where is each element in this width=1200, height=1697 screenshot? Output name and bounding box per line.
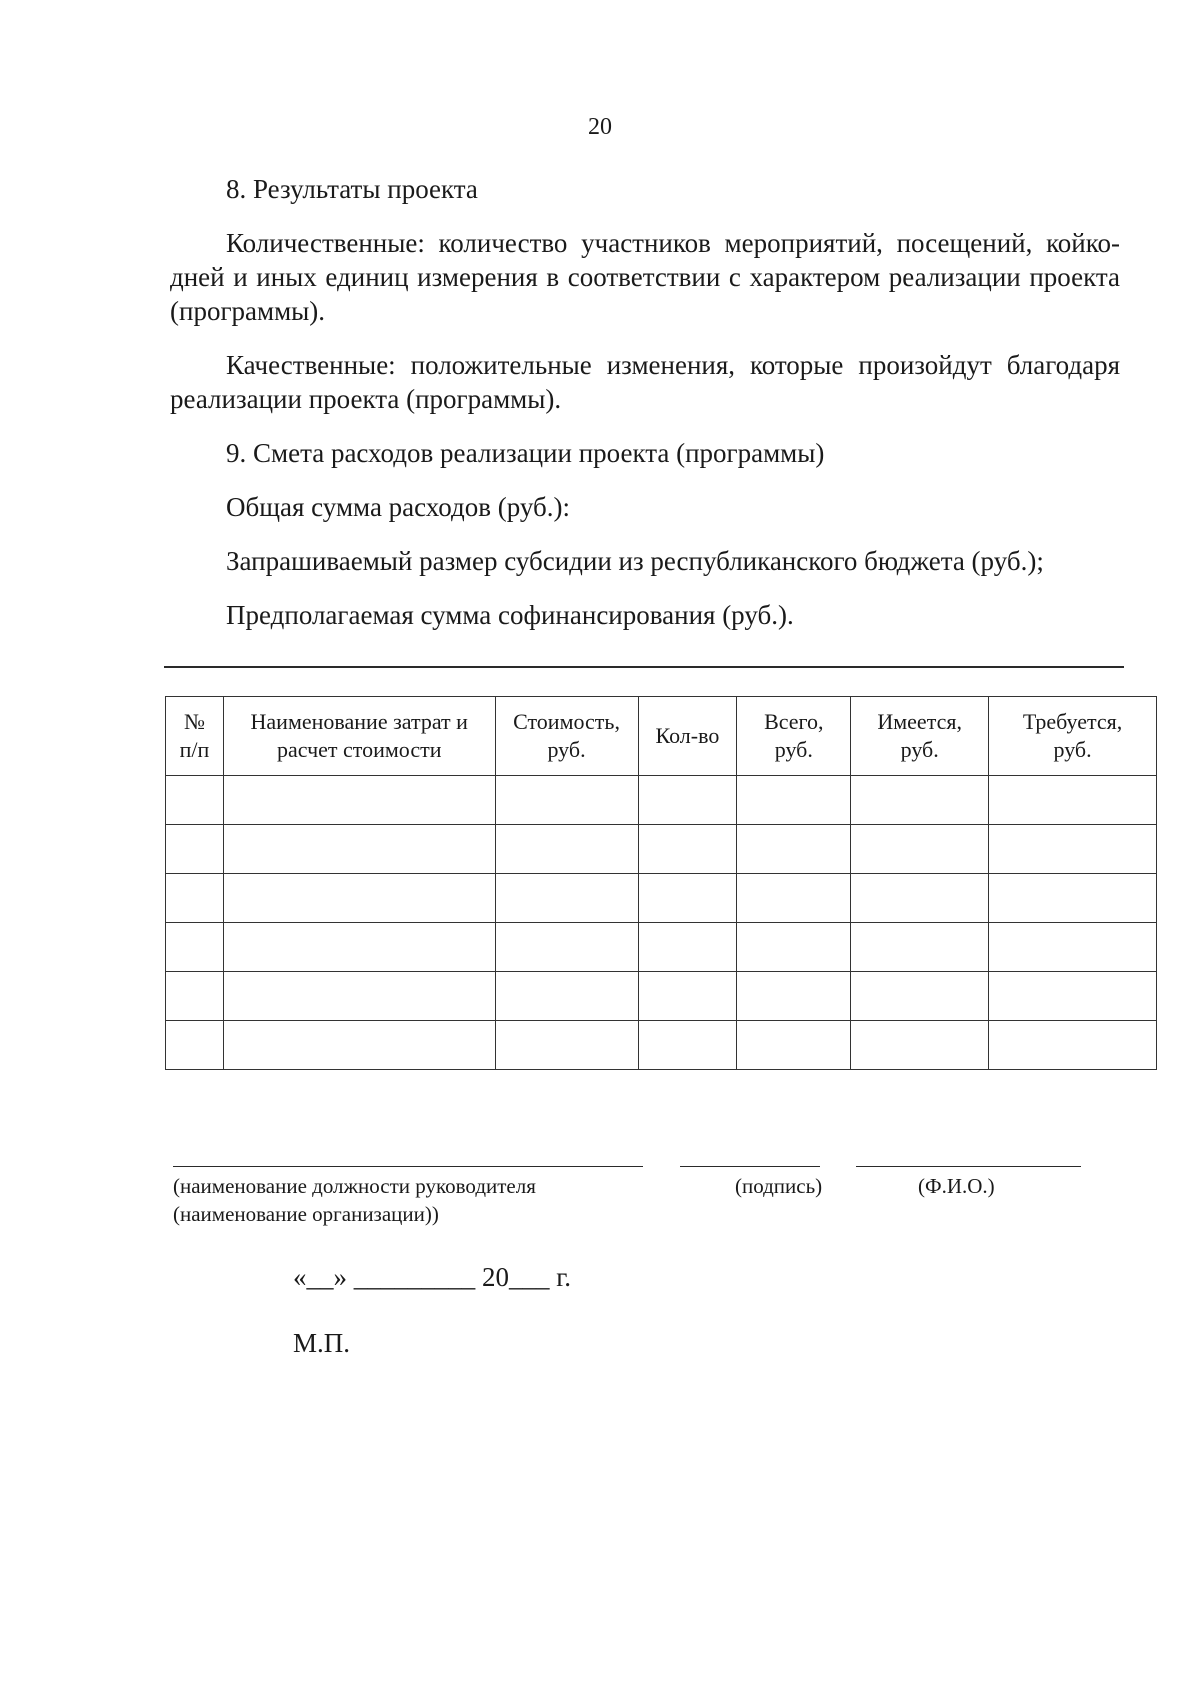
section8-qualitative: Качественные: положительные изменения, которые произойдут благодаря реализации проекта (программы). (170, 350, 1120, 414)
header-qty: Кол-во (638, 697, 737, 776)
table-cell[interactable] (737, 1021, 851, 1070)
table-cell[interactable] (495, 776, 638, 825)
position-label (173, 1172, 536, 1228)
table-cell[interactable] (851, 776, 989, 825)
table-cell[interactable] (223, 825, 495, 874)
table-cell[interactable] (638, 776, 737, 825)
table-cell[interactable] (638, 923, 737, 972)
table-header-row (166, 697, 1157, 776)
table-cell[interactable] (851, 825, 989, 874)
table-cell[interactable] (638, 972, 737, 1021)
table-cell[interactable] (166, 874, 224, 923)
stamp-place: М.П. (293, 1328, 351, 1358)
header-cost: Стоимость, руб. (495, 697, 638, 776)
position-signature-line[interactable] (173, 1166, 643, 1167)
table-cell[interactable] (223, 1021, 495, 1070)
section9-requested: Запрашиваемый размер субсидии из республиканского бюджета (руб.); (226, 546, 1044, 576)
table-cell[interactable] (989, 923, 1157, 972)
table-cell[interactable] (495, 972, 638, 1021)
table-cell[interactable] (495, 1021, 638, 1070)
section9-cofinancing: Предполагаемая сумма софинансирования (руб.). (226, 600, 794, 630)
section-divider (164, 666, 1124, 668)
table-row (166, 972, 1157, 1021)
header-need: Требуется, руб. (989, 697, 1157, 776)
table-cell[interactable] (223, 874, 495, 923)
table-cell[interactable] (166, 972, 224, 1021)
section8-quantitative: Количественные: количество участников мероприятий, посещений, койко-дней и иных единиц измерения в соответствии с характером реализации проекта (программы). (170, 228, 1120, 326)
table-cell[interactable] (737, 874, 851, 923)
section9-heading: 9. Смета расходов реализации проекта (программы) (226, 438, 825, 468)
position-label-line-1: (наименование должности руководителя (173, 1174, 536, 1198)
table-row (166, 874, 1157, 923)
section9-total: Общая сумма расходов (руб.): (226, 492, 570, 522)
table-cell[interactable] (851, 874, 989, 923)
table-cell[interactable] (737, 776, 851, 825)
section8-heading: 8. Результаты проекта (226, 174, 478, 204)
table-cell[interactable] (638, 874, 737, 923)
table-cell[interactable] (495, 923, 638, 972)
date-field[interactable]: «__» _________ 20___ г. (293, 1262, 572, 1292)
table-cell[interactable] (989, 874, 1157, 923)
table-cell[interactable] (737, 825, 851, 874)
header-num: № п/п (166, 697, 224, 776)
table-row (166, 923, 1157, 972)
table-cell[interactable] (495, 825, 638, 874)
table-cell[interactable] (989, 825, 1157, 874)
page-number: 20 (588, 114, 612, 140)
table-cell[interactable] (638, 825, 737, 874)
table-cell[interactable] (638, 1021, 737, 1070)
table-cell[interactable] (166, 776, 224, 825)
table-cell[interactable] (737, 972, 851, 1021)
table-cell[interactable] (737, 923, 851, 972)
table-cell[interactable] (166, 1021, 224, 1070)
position-label-line-2: (наименование организации)) (173, 1202, 439, 1226)
table-cell[interactable] (223, 776, 495, 825)
table-cell[interactable] (989, 776, 1157, 825)
table-cell[interactable] (851, 972, 989, 1021)
table-row (166, 1021, 1157, 1070)
table-cell[interactable] (851, 923, 989, 972)
signature-label: (подпись) (735, 1174, 823, 1198)
table-row (166, 825, 1157, 874)
section8 (170, 172, 1120, 632)
table-cell[interactable] (166, 923, 224, 972)
name-signature-line[interactable] (856, 1166, 1081, 1167)
table-cell[interactable] (223, 923, 495, 972)
budget-table (165, 696, 1157, 1070)
header-name: Наименование затрат и расчет стоимости (223, 697, 495, 776)
table-cell[interactable] (495, 874, 638, 923)
header-total: Всего, руб. (737, 697, 851, 776)
name-label: (Ф.И.О.) (918, 1174, 995, 1198)
table-row (166, 776, 1157, 825)
table-cell[interactable] (851, 1021, 989, 1070)
table-cell[interactable] (166, 825, 224, 874)
table-cell[interactable] (989, 1021, 1157, 1070)
table-cell[interactable] (989, 972, 1157, 1021)
table-cell[interactable] (223, 972, 495, 1021)
signature-line[interactable] (680, 1166, 820, 1167)
header-have: Имеется, руб. (851, 697, 989, 776)
